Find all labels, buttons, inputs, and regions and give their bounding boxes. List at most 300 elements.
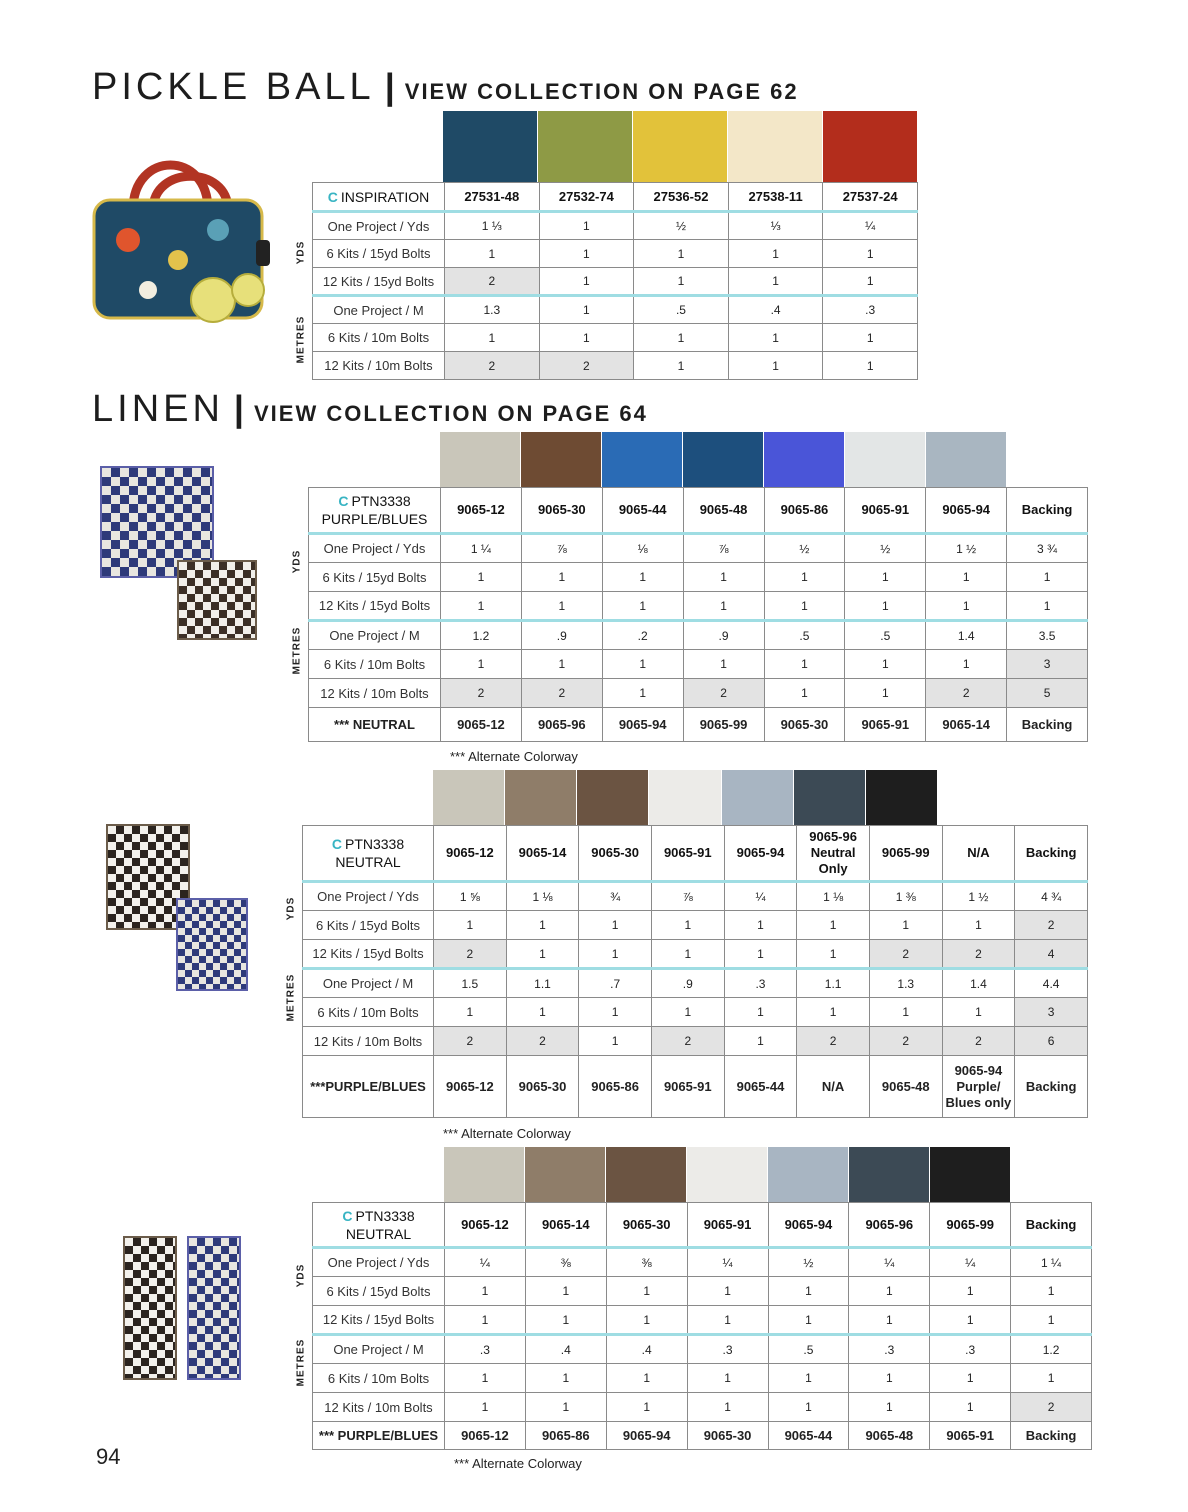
quantity-cell: 1: [445, 324, 540, 352]
quantity-cell: 1: [521, 563, 602, 592]
table-row: [313, 212, 918, 240]
alternate-sku-cell: 9065-12: [441, 708, 522, 742]
table-row: [309, 592, 1088, 621]
quantity-cell: 6: [1015, 1027, 1088, 1056]
table-row: [309, 621, 1088, 650]
quantity-cell: 1: [728, 324, 823, 352]
quantity-cell: ⅜: [525, 1248, 606, 1277]
quantity-cell: .3: [823, 296, 918, 324]
quantity-cell: 1.3: [869, 969, 942, 998]
quantity-cell: 2: [651, 1027, 724, 1056]
quantity-cell: 1: [634, 324, 729, 352]
metres-group-label: METRES: [285, 973, 297, 1022]
quantity-cell: ⅜: [606, 1248, 687, 1277]
quantity-cell: 1: [521, 650, 602, 679]
brand-c-icon: C: [327, 188, 338, 205]
fabric-swatch: [823, 111, 918, 182]
quantity-cell: 1.2: [441, 621, 522, 650]
table-header-row: [303, 826, 1088, 882]
quantity-cell: 1: [525, 1364, 606, 1393]
table-header-row: [313, 183, 918, 212]
quantity-cell: ½: [768, 1248, 849, 1277]
table-row: [309, 563, 1088, 592]
fabric-swatch: [866, 770, 938, 825]
table-row: [303, 998, 1088, 1027]
quantity-cell: 1: [602, 650, 683, 679]
quantity-cell: 2: [521, 679, 602, 708]
yds-group-label: YDS: [295, 1263, 307, 1288]
quantity-cell: 1: [441, 563, 522, 592]
linen-table2-swatches: [433, 770, 938, 825]
fabric-swatch: [722, 770, 794, 825]
yds-group-label: YDS: [295, 240, 307, 265]
fabric-swatch: [521, 432, 602, 487]
pattern-label: [309, 488, 441, 534]
pattern-colorway: NEUTRAL: [335, 854, 401, 870]
quantity-cell: 2: [434, 1027, 507, 1056]
quantity-cell: 1: [539, 240, 634, 268]
fabric-sku-header: 9065-96: [849, 1203, 930, 1248]
quantity-cell: 2: [942, 940, 1015, 969]
quantity-cell: 3: [1007, 650, 1088, 679]
alternate-sku-cell: 9065-30: [764, 708, 845, 742]
fabric-swatch: [764, 432, 845, 487]
quantity-cell: 1: [634, 268, 729, 296]
quantity-cell: 1: [724, 1027, 797, 1056]
quantity-cell: .7: [579, 969, 652, 998]
table-row: [313, 240, 918, 268]
fabric-sku-header: 9065-30: [606, 1203, 687, 1248]
quantity-cell: 1: [930, 1364, 1011, 1393]
quantity-cell: 1.4: [942, 969, 1015, 998]
quantity-cell: 1: [845, 650, 926, 679]
quilt-purple-blues-thumbnail: [176, 898, 248, 991]
quantity-cell: 1: [445, 1306, 526, 1335]
quantity-cell: 1: [845, 563, 926, 592]
quantity-cell: 1: [728, 268, 823, 296]
quantity-cell: 1: [506, 940, 579, 969]
quantity-cell: 1: [687, 1393, 768, 1422]
quantity-cell: 1: [724, 940, 797, 969]
quantity-cell: ⅞: [683, 534, 764, 563]
quantity-cell: 1: [1011, 1277, 1092, 1306]
table-row: [303, 1027, 1088, 1056]
quantity-cell: ½: [764, 534, 845, 563]
quantity-cell: 2: [942, 1027, 1015, 1056]
row-label: 6 Kits / 10m Bolts: [313, 1364, 445, 1393]
page-number: 94: [96, 1444, 121, 1469]
quantity-cell: 1: [651, 998, 724, 1027]
quantity-cell: .9: [651, 969, 724, 998]
runner-purple-blues-thumbnail: [187, 1236, 241, 1380]
fabric-sku-header: 9065-48: [683, 488, 764, 534]
quantity-cell: 1: [1011, 1306, 1092, 1335]
row-label: 12 Kits / 10m Bolts: [313, 352, 445, 380]
quantity-cell: 1: [768, 1306, 849, 1335]
quantity-cell: .5: [768, 1335, 849, 1364]
linen-table3-swatches: [444, 1147, 1011, 1202]
quantity-cell: 1: [768, 1393, 849, 1422]
alternate-sku-cell: 9065-86: [525, 1422, 606, 1450]
quantity-cell: ⅓: [728, 212, 823, 240]
quantity-cell: 1: [768, 1364, 849, 1393]
row-label: One Project / Yds: [313, 212, 445, 240]
table-row: [313, 1277, 1092, 1306]
quantity-cell: 1: [728, 352, 823, 380]
table-row: [303, 882, 1088, 911]
fabric-sku-header: 9065-12: [434, 826, 507, 882]
linen-runner-table: [312, 1202, 1092, 1450]
quantity-cell: 1: [823, 240, 918, 268]
quantity-cell: 1: [764, 650, 845, 679]
linen-table1-swatches: [440, 432, 1007, 487]
quantity-cell: 1: [926, 563, 1007, 592]
quantity-cell: 4 ¾: [1015, 882, 1088, 911]
alternate-sku-cell: 9065-44: [724, 1056, 797, 1118]
quantity-cell: 1: [525, 1306, 606, 1335]
alternate-sku-cell: 9065-48: [849, 1422, 930, 1450]
quantity-cell: 1: [724, 911, 797, 940]
fabric-sku-header: 9065-91: [845, 488, 926, 534]
fabric-swatch: [687, 1147, 768, 1202]
quantity-cell: 1: [849, 1393, 930, 1422]
quantity-cell: .3: [445, 1335, 526, 1364]
quantity-cell: 1: [506, 998, 579, 1027]
quantity-cell: 3: [1015, 998, 1088, 1027]
table-row: [313, 1393, 1092, 1422]
quantity-cell: ¼: [724, 882, 797, 911]
fabric-sku-header: 9065-96 Neutral Only: [797, 826, 870, 882]
table-header-row: [309, 488, 1088, 534]
fabric-sku-header: 9065-94: [724, 826, 797, 882]
table-row: [313, 296, 918, 324]
quantity-cell: 2: [445, 352, 540, 380]
fabric-sku-header: 9065-30: [579, 826, 652, 882]
alternate-colorway-row: [313, 1422, 1092, 1450]
quantity-cell: 1: [606, 1306, 687, 1335]
quantity-cell: ⅞: [521, 534, 602, 563]
fabric-sku-header: 9065-99: [869, 826, 942, 882]
row-label: One Project / M: [303, 969, 434, 998]
quantity-cell: 1: [930, 1393, 1011, 1422]
fabric-swatch: [538, 111, 633, 182]
quantity-cell: 1: [724, 998, 797, 1027]
quantity-cell: 1: [579, 940, 652, 969]
fabric-sku-header: 9065-86: [764, 488, 845, 534]
pattern-label: [313, 1203, 445, 1248]
quantity-cell: .5: [845, 621, 926, 650]
fabric-swatch: [505, 770, 577, 825]
table-row: [309, 534, 1088, 563]
fabric-swatch: [683, 432, 764, 487]
table-row: [303, 911, 1088, 940]
linen-purple-blues-table: [308, 487, 1088, 742]
linen-title: LINEN | VIEW COLLECTION ON PAGE 64: [92, 388, 648, 430]
table-row: [313, 1306, 1092, 1335]
quantity-cell: 2: [445, 268, 540, 296]
quantity-cell: 1: [539, 324, 634, 352]
quantity-cell: 1: [764, 679, 845, 708]
quantity-cell: .3: [849, 1335, 930, 1364]
quantity-cell: 3 ¾: [1007, 534, 1088, 563]
alternate-sku-cell: 9065-12: [445, 1422, 526, 1450]
quantity-cell: .4: [606, 1335, 687, 1364]
row-label: 12 Kits / 15yd Bolts: [309, 592, 441, 621]
fabric-sku-header: 27538-11: [728, 183, 823, 212]
fabric-sku-header: 9065-94: [768, 1203, 849, 1248]
row-label: One Project / M: [309, 621, 441, 650]
quantity-cell: .4: [728, 296, 823, 324]
alternate-sku-cell: 9065-12: [434, 1056, 507, 1118]
pattern-colorway: PURPLE/BLUES: [321, 511, 428, 527]
quantity-cell: 1 ⅛: [506, 882, 579, 911]
quantity-cell: 2: [869, 1027, 942, 1056]
row-label: 6 Kits / 10m Bolts: [313, 324, 445, 352]
quantity-cell: 1: [441, 592, 522, 621]
quantity-cell: 1: [823, 324, 918, 352]
quantity-cell: 1 ⅜: [869, 882, 942, 911]
quantity-cell: ¼: [930, 1248, 1011, 1277]
quantity-cell: 1: [823, 352, 918, 380]
fabric-swatch: [728, 111, 823, 182]
fabric-swatch: [633, 111, 728, 182]
quantity-cell: 1: [634, 352, 729, 380]
quantity-cell: 2: [539, 352, 634, 380]
pickle-ball-title: PICKLE BALL | VIEW COLLECTION ON PAGE 62: [92, 66, 799, 108]
fabric-sku-header: 9065-44: [602, 488, 683, 534]
row-label: 6 Kits / 15yd Bolts: [303, 911, 434, 940]
quantity-cell: 1: [525, 1393, 606, 1422]
row-label: 12 Kits / 10m Bolts: [309, 679, 441, 708]
quantity-cell: 2: [869, 940, 942, 969]
metres-group-label: METRES: [291, 626, 303, 675]
row-label: 12 Kits / 10m Bolts: [313, 1393, 445, 1422]
quantity-cell: 1: [445, 240, 540, 268]
linen-neutral-table: [302, 825, 1088, 1118]
alternate-sku-cell: 9065-30: [687, 1422, 768, 1450]
quantity-cell: 1.5: [434, 969, 507, 998]
quantity-cell: 2: [1011, 1393, 1092, 1422]
quantity-cell: 1: [683, 563, 764, 592]
quantity-cell: 1: [926, 592, 1007, 621]
pattern-label: [313, 183, 445, 212]
brand-c-icon: C: [338, 493, 349, 509]
quantity-cell: .5: [634, 296, 729, 324]
quantity-cell: 2: [1015, 911, 1088, 940]
quantity-cell: 1 ⅓: [445, 212, 540, 240]
alternate-colorway-label: *** NEUTRAL: [309, 708, 441, 742]
alternate-sku-cell: 9065-30: [506, 1056, 579, 1118]
alternate-colorway-note: *** Alternate Colorway: [443, 1126, 571, 1141]
table-row: [303, 969, 1088, 998]
fabric-sku-header: 9065-99: [930, 1203, 1011, 1248]
fabric-sku-header: 27531-48: [445, 183, 540, 212]
alternate-sku-cell: 9065-86: [579, 1056, 652, 1118]
quantity-cell: 1: [869, 911, 942, 940]
quantity-cell: .9: [521, 621, 602, 650]
quantity-cell: 1: [849, 1306, 930, 1335]
quantity-cell: 1: [506, 911, 579, 940]
quantity-cell: ¼: [687, 1248, 768, 1277]
metres-group-label: METRES: [295, 315, 307, 364]
fabric-swatch: [649, 770, 721, 825]
fabric-swatch: [444, 1147, 525, 1202]
quantity-cell: 1 ⅛: [797, 882, 870, 911]
quantity-cell: 1: [687, 1277, 768, 1306]
quantity-cell: 1.2: [1011, 1335, 1092, 1364]
fabric-swatch: [930, 1147, 1011, 1202]
quantity-cell: ⅞: [651, 882, 724, 911]
brand-c-icon: C: [342, 1207, 353, 1224]
quantity-cell: .3: [687, 1335, 768, 1364]
quantity-cell: ½: [634, 212, 729, 240]
quantity-cell: .5: [764, 621, 845, 650]
pickle-swatches: [443, 111, 918, 182]
fabric-sku-header: 9065-91: [651, 826, 724, 882]
alternate-sku-cell: 9065-96: [521, 708, 602, 742]
quantity-cell: ¼: [849, 1248, 930, 1277]
brand-c-icon: C: [331, 836, 342, 852]
quantity-cell: 1.1: [797, 969, 870, 998]
quantity-cell: 1: [602, 563, 683, 592]
quantity-cell: 2: [441, 679, 522, 708]
quantity-cell: 1: [797, 998, 870, 1027]
fabric-sku-header: 9065-14: [525, 1203, 606, 1248]
quantity-cell: 1: [525, 1277, 606, 1306]
table-row: [303, 940, 1088, 969]
fabric-swatch: [577, 770, 649, 825]
quantity-cell: 1 ¼: [1011, 1248, 1092, 1277]
alternate-sku-cell: 9065-99: [683, 708, 764, 742]
alternate-sku-cell: 9065-91: [651, 1056, 724, 1118]
quantity-cell: 1.1: [506, 969, 579, 998]
fabric-swatch: [768, 1147, 849, 1202]
quantity-cell: .2: [602, 621, 683, 650]
fabric-sku-header: N/A: [942, 826, 1015, 882]
fabric-sku-header: Backing: [1011, 1203, 1092, 1248]
quantity-cell: 1: [869, 998, 942, 1027]
pattern-label: [303, 826, 434, 882]
quantity-cell: 1: [823, 268, 918, 296]
quantity-cell: .3: [724, 969, 797, 998]
row-label: One Project / M: [313, 1335, 445, 1364]
quantity-cell: 1: [602, 679, 683, 708]
quantity-cell: 1.3: [445, 296, 540, 324]
fabric-sku-header: 27532-74: [539, 183, 634, 212]
quantity-cell: 1 ½: [926, 534, 1007, 563]
quantity-cell: ½: [845, 534, 926, 563]
metres-group-label: METRES: [295, 1338, 307, 1387]
alternate-sku-cell: Backing: [1007, 708, 1088, 742]
pattern-code: PTN3338: [351, 493, 411, 509]
quantity-cell: 1: [602, 592, 683, 621]
quantity-cell: 1: [434, 998, 507, 1027]
row-label: 12 Kits / 15yd Bolts: [313, 268, 445, 296]
quantity-cell: 1: [521, 592, 602, 621]
row-label: One Project / Yds: [313, 1248, 445, 1277]
quantity-cell: 1: [579, 911, 652, 940]
alternate-sku-cell: N/A: [797, 1056, 870, 1118]
quantity-cell: 1 ½: [942, 882, 1015, 911]
alternate-colorway-row: [309, 708, 1088, 742]
table-row: [313, 1335, 1092, 1364]
row-label: One Project / Yds: [303, 882, 434, 911]
quantity-cell: 1: [930, 1277, 1011, 1306]
quantity-cell: 5: [1007, 679, 1088, 708]
row-label: 6 Kits / 10m Bolts: [309, 650, 441, 679]
row-label: 6 Kits / 10m Bolts: [303, 998, 434, 1027]
quantity-cell: 1: [797, 940, 870, 969]
quantity-cell: 1: [539, 212, 634, 240]
row-label: 12 Kits / 15yd Bolts: [313, 1306, 445, 1335]
table-row: [313, 352, 918, 380]
quantity-cell: ¼: [823, 212, 918, 240]
fabric-sku-header: 9065-91: [687, 1203, 768, 1248]
table-row: [309, 679, 1088, 708]
quantity-cell: 4.4: [1015, 969, 1088, 998]
quantity-cell: .4: [525, 1335, 606, 1364]
quantity-cell: 1 ¼: [441, 534, 522, 563]
quantity-cell: 1: [445, 1277, 526, 1306]
quantity-cell: 1: [845, 592, 926, 621]
alternate-sku-cell: 9065-91: [930, 1422, 1011, 1450]
bag-illustration: [88, 140, 278, 330]
quantity-cell: ¼: [445, 1248, 526, 1277]
quantity-cell: 1: [797, 911, 870, 940]
row-label: 12 Kits / 15yd Bolts: [303, 940, 434, 969]
quantity-cell: 1: [445, 1393, 526, 1422]
quantity-cell: 1: [687, 1364, 768, 1393]
quantity-cell: 2: [683, 679, 764, 708]
table-row: [313, 1248, 1092, 1277]
quantity-cell: 3.5: [1007, 621, 1088, 650]
quantity-cell: 1: [634, 240, 729, 268]
quantity-cell: 1: [942, 911, 1015, 940]
quantity-cell: 1: [441, 650, 522, 679]
quantity-cell: 1: [606, 1393, 687, 1422]
alternate-colorway-row: [303, 1056, 1088, 1118]
fabric-swatch: [794, 770, 866, 825]
quantity-cell: 1: [768, 1277, 849, 1306]
quantity-cell: 1: [849, 1364, 930, 1393]
yds-group-label: YDS: [291, 549, 303, 574]
alternate-colorway-note: *** Alternate Colorway: [450, 749, 578, 764]
fabric-swatch: [606, 1147, 687, 1202]
alternate-colorway-label: ***PURPLE/BLUES: [303, 1056, 434, 1118]
quantity-cell: 2: [434, 940, 507, 969]
alternate-sku-cell: 9065-94 Purple/ Blues only: [942, 1056, 1015, 1118]
fabric-sku-header: 9065-14: [506, 826, 579, 882]
quantity-cell: 1: [728, 240, 823, 268]
quantity-cell: 1: [926, 650, 1007, 679]
quantity-cell: 1: [683, 650, 764, 679]
row-label: 6 Kits / 15yd Bolts: [309, 563, 441, 592]
table-row: [313, 1364, 1092, 1393]
alternate-colorway-label: *** PURPLE/BLUES: [313, 1422, 445, 1450]
alternate-sku-cell: 9065-48: [869, 1056, 942, 1118]
fabric-swatch: [602, 432, 683, 487]
fabric-sku-header: Backing: [1015, 826, 1088, 882]
fabric-swatch: [926, 432, 1007, 487]
quantity-cell: 1: [764, 563, 845, 592]
quantity-cell: 1: [942, 998, 1015, 1027]
quantity-cell: 1: [539, 268, 634, 296]
quantity-cell: .3: [930, 1335, 1011, 1364]
pattern-code: PTN3338: [355, 1207, 415, 1224]
quantity-cell: 1.4: [926, 621, 1007, 650]
quilt-neutral-thumbnail: [177, 560, 257, 640]
alternate-sku-cell: Backing: [1011, 1422, 1092, 1450]
